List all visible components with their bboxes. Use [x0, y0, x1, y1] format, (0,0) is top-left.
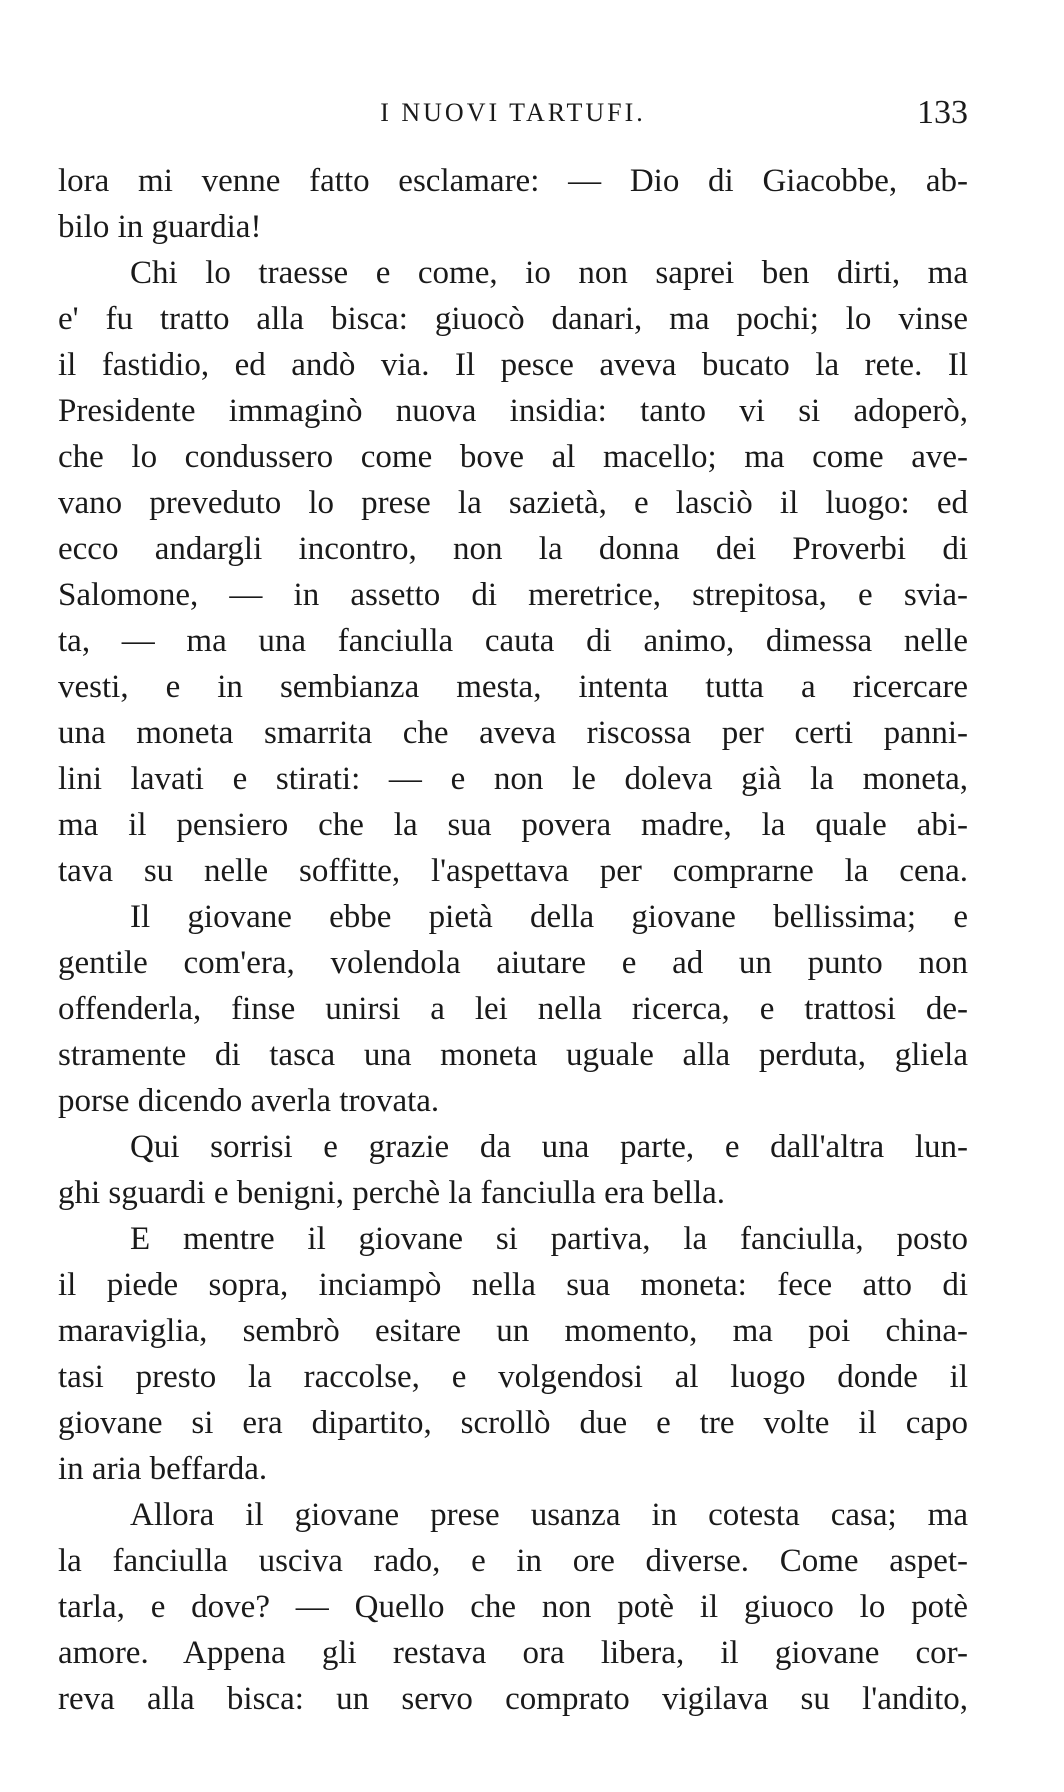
text-line: Il giovane ebbe pietà della giovane bellissima; e [130, 899, 968, 935]
text-line: gentile com'era, volendola aiutare e ad un punto non [58, 945, 968, 981]
text-line: ecco andargli incontro, non la donna dei Proverbi di [58, 531, 968, 567]
text-line: Qui sorrisi e grazie da una parte, e dall'altra lun- [130, 1129, 968, 1165]
text-line: che lo condussero come bove al macello; ma come ave- [58, 439, 968, 475]
text-line: in aria beffarda. [58, 1451, 268, 1487]
text-line: ta, — ma una fanciulla cauta di animo, dimessa nelle [58, 623, 968, 659]
text-line: tarla, e dove? — Quello che non potè il giuoco lo potè [58, 1589, 968, 1625]
text-line: ma il pensiero che la sua povera madre, la quale abi- [58, 807, 968, 843]
text-line: ghi sguardi e benigni, perchè la fanciulla era bella. [58, 1175, 726, 1211]
text-line: la fanciulla usciva rado, e in ore diverse. Come aspet- [58, 1543, 968, 1579]
text-line: il piede sopra, inciampò nella sua moneta: fece atto di [58, 1267, 968, 1303]
text-line: tava su nelle soffitte, l'aspettava per comprarne la cena. [58, 853, 968, 889]
text-line: bilo in guardia! [58, 209, 262, 245]
text-line: lini lavati e stirati: — e non le doleva già la moneta, [58, 761, 968, 797]
text-line: vesti, e in sembianza mesta, intenta tutta a ricercare [58, 669, 968, 705]
text-line: e' fu tratto alla bisca: giuocò danari, ma pochi; lo vinse [58, 301, 968, 337]
text-line: reva alla bisca: un servo comprato vigilava su l'andito, [58, 1681, 968, 1717]
text-line: stramente di tasca una moneta uguale alla perduta, gliela [58, 1037, 968, 1073]
text-line: Chi lo traesse e come, io non saprei ben dirti, ma [130, 255, 968, 291]
text-line: una moneta smarrita che aveva riscossa per certi panni- [58, 715, 968, 751]
page-number: 133 [917, 94, 968, 131]
text-line: il fastidio, ed andò via. Il pesce aveva bucato la rete. Il [58, 347, 968, 383]
text-line: Salomone, — in assetto di meretrice, strepitosa, e svia- [58, 577, 968, 613]
text-line: Allora il giovane prese usanza in cotesta casa; ma [130, 1497, 968, 1533]
running-head [58, 94, 968, 138]
text-line: maraviglia, sembrò esitare un momento, ma poi china- [58, 1313, 968, 1349]
text-line: lora mi venne fatto esclamare: — Dio di Giacobbe, ab- [58, 163, 968, 199]
text-line: porse dicendo averla trovata. [58, 1083, 440, 1119]
text-line: E mentre il giovane si partiva, la fanciulla, posto [130, 1221, 968, 1257]
text-line: giovane si era dipartito, scrollò due e tre volte il capo [58, 1405, 968, 1441]
body-text [58, 158, 968, 1722]
text-line: vano preveduto lo prese la sazietà, e lasciò il luogo: ed [58, 485, 968, 521]
text-line: Presidente immaginò nuova insidia: tanto vi si adoperò, [58, 393, 968, 429]
text-line: tasi presto la raccolse, e volgendosi al luogo donde il [58, 1359, 968, 1395]
text-line: offenderla, finse unirsi a lei nella ricerca, e trattosi de- [58, 991, 968, 1027]
text-line: amore. Appena gli restava ora libera, il giovane cor- [58, 1635, 968, 1671]
running-title: I NUOVI TARTUFI. [380, 98, 646, 127]
